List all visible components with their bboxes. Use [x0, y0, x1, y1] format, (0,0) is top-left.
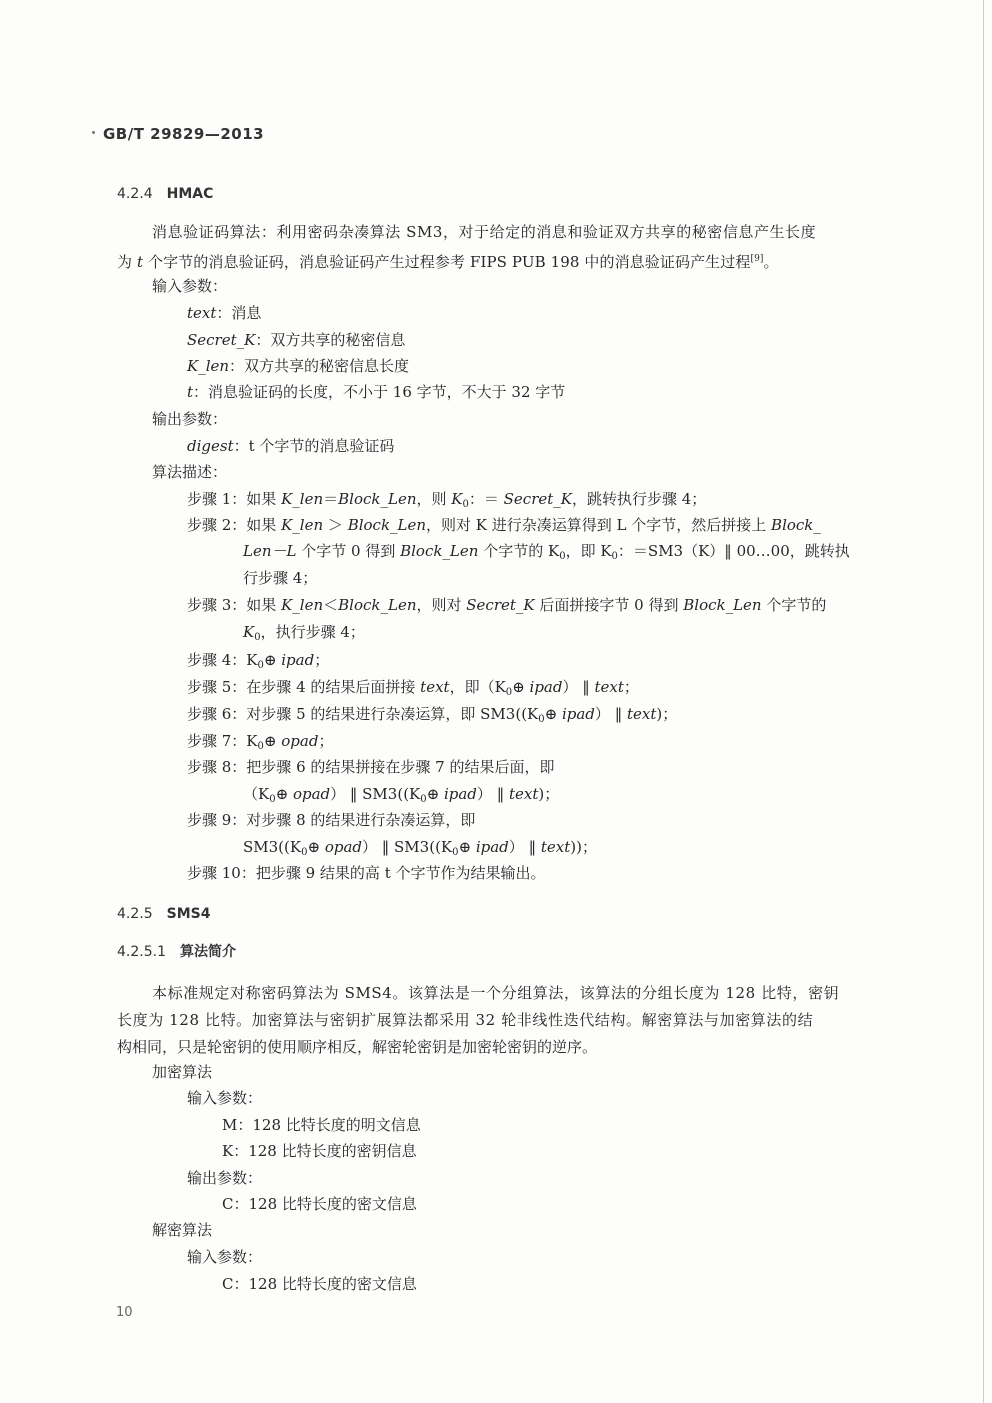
text-fragment: ＜ [323, 596, 339, 614]
step-8-line-2 [243, 784, 559, 810]
step-3-line-2 [243, 622, 365, 648]
param-desc: ：t 个字节的消息验证码 [233, 437, 395, 455]
var: text [508, 785, 539, 803]
text-fragment: ） ‖ SM3((K [362, 838, 453, 856]
text-fragment: 步骤 2：如果 [187, 516, 282, 534]
page-number: 10 [116, 1305, 133, 1320]
text-fragment: 后面拼接字节 0 得到 [534, 596, 684, 614]
step-2-line-1 [187, 515, 821, 535]
text-fragment: 步骤 6：对步骤 5 的结果进行杂凑运算，即 SM3((K [187, 705, 539, 723]
text-fragment: ； [318, 732, 334, 750]
subscript: 0 [257, 660, 264, 671]
var: K_len [281, 596, 324, 614]
var-digest: digest [187, 437, 234, 455]
scan-edge-line [983, 0, 984, 1403]
var: K [451, 490, 463, 508]
var: Block_Len [400, 542, 479, 560]
text-fragment: （K [243, 785, 270, 803]
decrypt-algo-label: 解密算法 [152, 1221, 213, 1239]
subscript: 0 [269, 794, 276, 805]
text-fragment: )； [656, 705, 678, 723]
xor-operator: ⊕ [426, 785, 444, 803]
param-desc: ：消息验证码的长度，不小于 16 字节，不大于 32 字节 [193, 383, 566, 401]
input-param-t [187, 382, 565, 402]
section-heading-sms4 [117, 904, 210, 924]
var: K_len [281, 516, 324, 534]
section-number: 4.2.5 [117, 906, 153, 922]
subscript: 0 [452, 847, 459, 858]
text-fragment: 步骤 4：K [187, 651, 258, 669]
input-param-klen [187, 356, 409, 376]
xor-operator: ⊕ [263, 651, 282, 669]
text-fragment: 步骤 5：在步骤 4 的结果后面拼接 [187, 678, 421, 696]
subscript: 0 [420, 794, 427, 805]
section-number: 4.2.4 [117, 186, 153, 202]
step-7 [187, 731, 333, 757]
encrypt-algo-label: 加密算法 [152, 1063, 213, 1081]
encrypt-input-label: 输入参数： [187, 1089, 263, 1107]
xor-operator: ⊕ [512, 678, 530, 696]
var: opad [292, 785, 331, 803]
text-fragment: )； [538, 785, 560, 803]
step-2-line-3: 行步骤 4； [243, 569, 318, 587]
var-secret-k: Secret_K [187, 331, 256, 349]
var: Block_Len [338, 490, 417, 508]
text-fragment: ))； [570, 838, 597, 856]
var-k-len: K_len [187, 357, 230, 375]
text-fragment: ＞ [323, 516, 348, 534]
subscript: 0 [505, 687, 513, 698]
section-title: SMS4 [166, 906, 211, 922]
text-fragment: 。 [763, 253, 779, 271]
text-fragment: ； [314, 651, 330, 669]
subsection-title: 算法简介 [179, 944, 236, 960]
section-heading-hmac [117, 184, 213, 204]
var: Secret_K [466, 596, 535, 614]
subscript: 0 [257, 741, 264, 752]
var: ipad [443, 785, 477, 803]
var: Block_Len [683, 596, 762, 614]
subscript: 0 [559, 551, 566, 562]
text-fragment: ，执行步骤 4； [260, 623, 365, 641]
text-fragment: ） ‖ [476, 785, 509, 803]
text-fragment: ：＝SM3（K）‖ 00…00，跳转执 [617, 542, 850, 560]
var: text [540, 838, 571, 856]
var: K [243, 623, 255, 641]
step-9-line-1: 步骤 9：对步骤 8 的结果进行杂凑运算，即 [187, 811, 476, 829]
decrypt-input-label: 输入参数： [187, 1248, 263, 1266]
text-fragment: ） ‖ [562, 678, 595, 696]
text-fragment: ） ‖ SM3((K [330, 785, 421, 803]
section-title: HMAC [166, 186, 214, 202]
var-t: t [136, 253, 144, 271]
var: Block_ [771, 516, 821, 534]
text-fragment: ，跳转执行步骤 4； [572, 490, 707, 508]
output-param-digest [187, 436, 394, 456]
param-desc: ：消息 [216, 304, 262, 322]
algo-desc-label: 算法描述： [152, 463, 228, 481]
param-desc: ：双方共享的秘密信息 [255, 331, 406, 349]
text-fragment: 个字节的 K [478, 542, 560, 560]
text-fragment: 步骤 3：如果 [187, 596, 282, 614]
var: ipad [281, 651, 315, 669]
xor-operator: ⊕ [263, 732, 282, 750]
subscript: 0 [462, 499, 469, 510]
reference-mark: [9] [750, 254, 764, 264]
var: Secret_K [503, 490, 572, 508]
step-2-line-2 [243, 541, 850, 567]
text-fragment: ； [623, 678, 639, 696]
var: K_len [281, 490, 324, 508]
text-fragment: SM3((K [243, 838, 302, 856]
text-fragment: ，即 K [565, 542, 612, 560]
xor-operator: ⊕ [307, 838, 325, 856]
xor-operator: ⊕ [458, 838, 476, 856]
xor-operator: ⊕ [544, 705, 562, 723]
encrypt-output-c: C：128 比特长度的密文信息 [222, 1195, 417, 1213]
text-fragment: ） ‖ [508, 838, 541, 856]
subscript: 0 [611, 551, 618, 562]
subscript: 0 [254, 632, 261, 643]
sms4-intro-line-1: 本标准规定对称密码算法为 SMS4。该算法是一个分组算法，该算法的分组长度为 128 比特，密钥 [152, 984, 840, 1002]
step-9-line-2 [243, 837, 597, 863]
sms4-intro-line-3: 构相同，只是轮密钥的使用顺序相反，解密轮密钥是加密轮密钥的逆序。 [117, 1038, 598, 1056]
var: opad [281, 732, 319, 750]
subscript: 0 [538, 714, 545, 725]
step-3-line-1 [187, 595, 826, 615]
input-param-text [187, 303, 261, 323]
standard-header: GB/T 29829—2013 [103, 125, 265, 143]
var: text [420, 678, 450, 696]
sms4-intro-line-2: 长度为 128 比特。加密算法与密钥扩展算法都采用 32 轮非线性迭代结构。解密算法与加密算法的结 [117, 1011, 814, 1029]
output-params-label: 输出参数： [152, 410, 228, 428]
input-param-secret [187, 330, 405, 350]
var: Block_Len [338, 596, 417, 614]
text-fragment: 步骤 1：如果 [187, 490, 282, 508]
xor-operator: ⊕ [275, 785, 293, 803]
var: text [594, 678, 624, 696]
text-fragment: 为 [117, 253, 137, 271]
text-fragment: ：＝ [468, 490, 504, 508]
encrypt-input-k: K：128 比特长度的密钥信息 [222, 1142, 417, 1160]
step-4 [187, 650, 329, 676]
hmac-desc-line-1: 消息验证码算法：利用密码杂凑算法 SM3，对于给定的消息和验证双方共享的秘密信息产生长度 [152, 223, 817, 241]
text-fragment: ，则 [416, 490, 452, 508]
subsection-heading [117, 942, 236, 962]
scan-dot [92, 131, 95, 134]
text-fragment: 个字节 0 得到 [296, 542, 401, 560]
text-fragment: ，则对 K 进行杂凑运算得到 L 个字节，然后拼接上 [426, 516, 772, 534]
text-fragment: ＝ [323, 490, 339, 508]
text-fragment: ） ‖ [594, 705, 627, 723]
var: ipad [561, 705, 595, 723]
step-10: 步骤 10：把步骤 9 结果的高 t 个字节作为结果输出。 [187, 864, 546, 882]
text-fragment: ，即（K [449, 678, 506, 696]
text-fragment: 个字节的消息验证码，消息验证码产生过程参考 FIPS PUB 198 中的消息验证码产生过程 [143, 253, 751, 271]
var: ipad [529, 678, 563, 696]
encrypt-input-m: M：128 比特长度的明文信息 [222, 1116, 421, 1134]
text-fragment: ，则对 [416, 596, 467, 614]
input-params-label: 输入参数： [152, 277, 228, 295]
var: ipad [475, 838, 509, 856]
var-t: t [187, 383, 194, 401]
text-fragment: 步骤 7：K [187, 732, 258, 750]
subscript: 0 [301, 847, 308, 858]
var-text: text [187, 304, 217, 322]
decrypt-input-c: C：128 比特长度的密文信息 [222, 1275, 417, 1293]
step-8-line-1: 步骤 8：把步骤 6 的结果拼接在步骤 7 的结果后面，即 [187, 758, 555, 776]
step-1 [187, 489, 706, 515]
subsection-number: 4.2.5.1 [117, 944, 166, 960]
param-desc: ：双方共享的秘密信息长度 [229, 357, 410, 375]
var: Len－L [243, 542, 297, 560]
step-5 [187, 677, 639, 703]
var: opad [324, 838, 362, 856]
step-6 [187, 704, 677, 730]
hmac-desc-line-2 [117, 249, 779, 272]
var: text [626, 705, 657, 723]
encrypt-output-label: 输出参数： [187, 1169, 263, 1187]
text-fragment: 个字节的 [761, 596, 827, 614]
var: Block_Len [347, 516, 427, 534]
